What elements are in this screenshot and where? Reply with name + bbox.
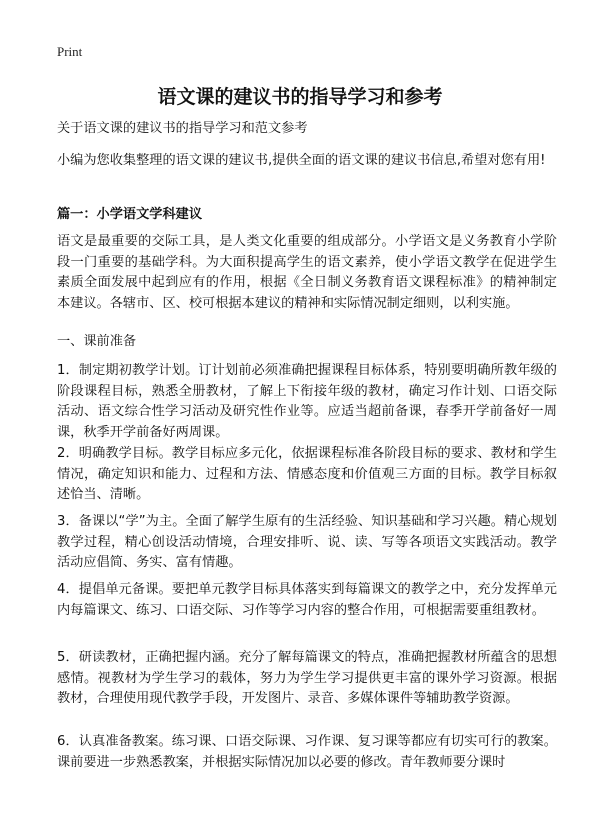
- list-item: 6．认真准备教案。练习课、口语交际课、习作课、复习课等都应有切实可行的教案。课前要进一步熟悉教案，并根据实际情况加以必要的修改。青年教师要分课时: [57, 734, 557, 770]
- list-item: 4．提倡单元备课。要把单元教学目标具体落实到每篇课文的教学之中，充分发挥单元内每篇课文、练习、口语交际、习作等学习内容的整合作用，可根据需要重组教材。: [57, 582, 557, 618]
- list-item: 3．备课以“学”为主。全面了解学生原有的生活经验、知识基础和学习兴趣。精心规划教学过程，精心创设活动情境，合理安排听、说、读、写等各项语文实践活动。教学活动应倡简、务实、富有情趣。: [57, 514, 557, 570]
- intro-paragraph: 小编为您收集整理的语文课的建议书,提供全面的语文课的建议书信息,希望对您有用!: [57, 153, 546, 168]
- list-item: 5．研读教材，正确把握内涵。充分了解每篇课文的特点，准确把握教材所蕴含的思想感情。视教材为学生学习的载体，努力为学生学习提供更丰富的课外学习资源。根据教材，合理使用现代教学手段，开发图片、录音、多媒体课件等辅助教学资源。: [57, 650, 557, 706]
- section-heading: 篇一：小学语文学科建议: [57, 207, 203, 222]
- print-link[interactable]: Print: [57, 44, 83, 59]
- part-heading: 一、课前准备: [57, 334, 137, 349]
- list-item: 1．制定期初教学计划。订计划前必须准确把握课程目标体系，特别要明确所教年级的阶段课程目标，熟悉全册教材，了解上下衔接年级的教材，确定习作计划、口语交际活动、语文综合性学习活动及研究性作业等。应适当超前备课，春季开学前备好一周课，秋季开学前备好两周课。: [57, 363, 557, 440]
- list-item: 2．明确教学目标。教学目标应多元化，依据课程标准各阶段目标的要求、教材和学生情况，确定知识和能力、过程和方法、情感态度和价值观三方面的目标。教学目标叙述恰当、清晰。: [57, 446, 557, 502]
- document-subtitle: 关于语文课的建议书的指导学习和范文参考: [57, 121, 308, 136]
- body-paragraph: 语文是最重要的交际工具，是人类文化重要的组成部分。小学语文是义务教育小学阶段一门重要的基础学科。为大面积提高学生的语文素养，使小学语文教学在促进学生素质全面发展中起到应有的作用，根据《全日制义务教育语文课程标准》的精神制定本建议。各辖市、区、校可根据本建议的精神和实际情况制定细则，以利实施。: [57, 234, 557, 311]
- document-title: 语文课的建议书的指导学习和参考: [157, 86, 443, 108]
